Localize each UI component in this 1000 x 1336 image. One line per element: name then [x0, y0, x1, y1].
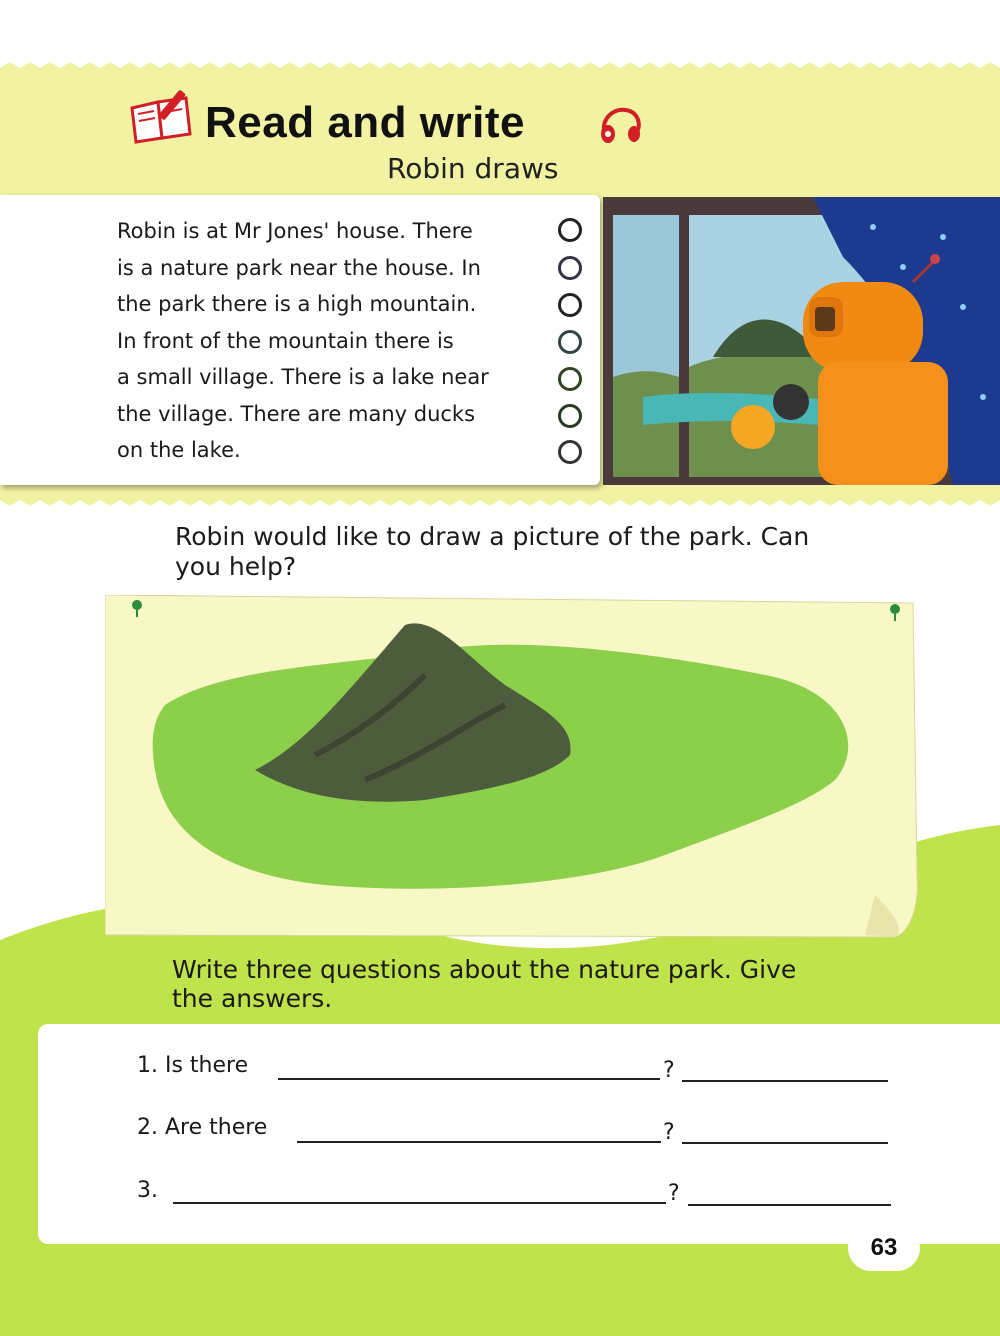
question-mark: ?: [663, 1120, 675, 1145]
story-zigzag-edge: [0, 494, 1000, 508]
writing-prompt-line2: the answers.: [172, 984, 333, 1013]
question-3-label: 3.: [137, 1178, 158, 1203]
question-3-blank[interactable]: [173, 1202, 666, 1204]
answer-3-blank[interactable]: [688, 1204, 891, 1206]
book-pencil-icon: [128, 90, 196, 146]
story-line: the village. There are many ducks: [117, 401, 476, 426]
story-line: a small village. There is a lake near: [117, 365, 489, 389]
story-line: In front of the mountain there is: [117, 328, 454, 353]
answer-1-blank[interactable]: [682, 1080, 888, 1082]
page-title: Read and write: [205, 98, 525, 147]
page-number: 63: [848, 1225, 920, 1271]
writing-prompt-line1: Write three questions about the nature park. Give: [172, 955, 797, 984]
drawing-prompt-line2: you help?: [175, 552, 297, 581]
drawing-paper[interactable]: [105, 595, 925, 940]
question-1-label: 1. Is there: [137, 1053, 249, 1078]
drawing-prompt-line1: Robin would like to draw a picture of the park. Can: [175, 522, 810, 551]
story-line: the park there is a high mountain.: [117, 292, 477, 316]
question-2-blank[interactable]: [297, 1141, 661, 1143]
header-zigzag-edge: [0, 60, 1000, 74]
answer-2-blank[interactable]: [682, 1142, 888, 1144]
story-line: on the lake.: [117, 438, 241, 462]
binder-ring: [558, 293, 582, 317]
binder-ring: [558, 256, 582, 280]
binder-ring: [558, 218, 582, 242]
headphones-icon: [596, 106, 644, 146]
question-mark: ?: [668, 1181, 680, 1206]
question-1-blank[interactable]: [278, 1078, 660, 1080]
page-subtitle: Robin draws: [387, 152, 559, 185]
story-line: is a nature park near the house. In: [117, 255, 481, 280]
binder-ring: [558, 404, 582, 428]
story-text: [117, 213, 557, 469]
binder-ring: [558, 440, 582, 464]
question-mark: ?: [663, 1058, 675, 1083]
binder-ring: [558, 367, 582, 391]
story-line: Robin is at Mr Jones' house. There: [117, 219, 473, 243]
question-2-label: 2. Are there: [137, 1115, 268, 1140]
robot-window-illustration: [603, 197, 1000, 485]
binder-ring: [558, 330, 582, 354]
